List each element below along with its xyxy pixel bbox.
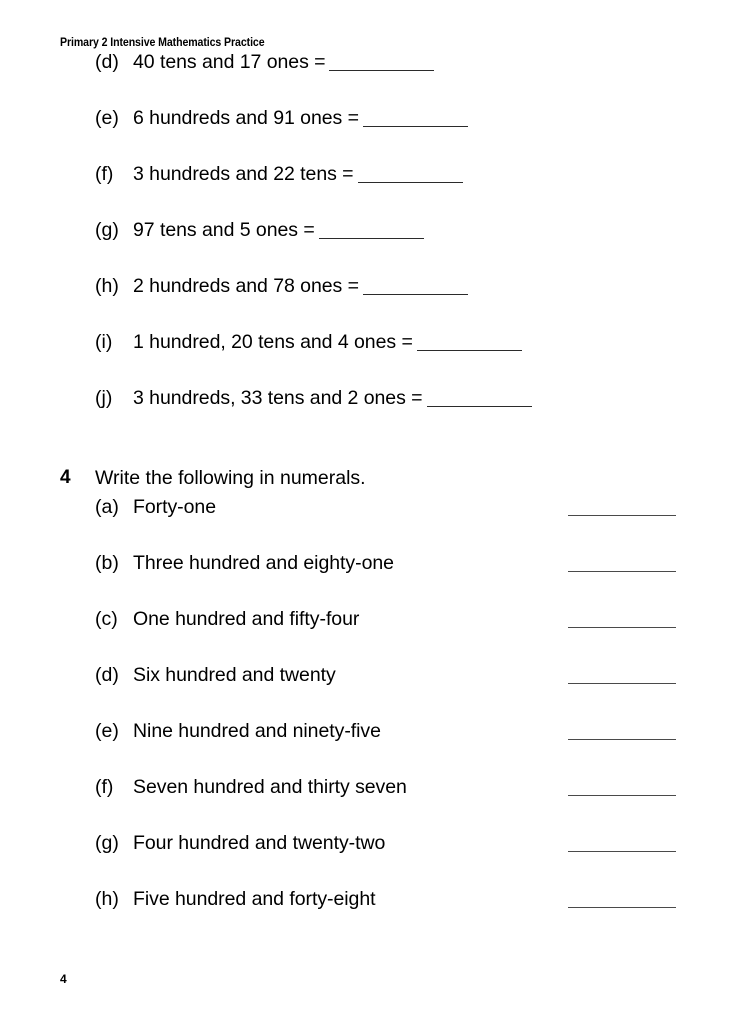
question-item: [0, 717, 748, 773]
answer-blank[interactable]: [568, 515, 676, 516]
question-block-4: [0, 463, 748, 941]
item-text: [133, 48, 434, 76]
answer-blank[interactable]: [329, 70, 434, 71]
answer-blank[interactable]: [568, 627, 676, 628]
answer-blank[interactable]: [568, 739, 676, 740]
question-item: [0, 829, 748, 885]
question-item: [0, 773, 748, 829]
item-prompt: 6 hundreds and 91 ones =: [133, 107, 359, 129]
item-text: [133, 605, 359, 633]
question-block-continued: [0, 48, 748, 440]
answer-blank[interactable]: [358, 182, 463, 183]
item-text: [133, 384, 532, 412]
item-label: (f): [95, 163, 114, 185]
question-item: [0, 272, 748, 328]
item-prompt: Forty-one: [133, 496, 216, 518]
item-prompt: Four hundred and twenty-two: [133, 832, 386, 854]
answer-blank[interactable]: [568, 683, 676, 684]
question-number: 4: [60, 467, 71, 488]
question-item: [0, 885, 748, 941]
item-prompt: Three hundred and eighty-one: [133, 552, 394, 574]
item-label: (d): [95, 664, 119, 686]
item-label: (c): [95, 608, 118, 630]
question-item: [0, 549, 748, 605]
answer-blank[interactable]: [568, 851, 676, 852]
item-label: (g): [95, 832, 119, 854]
question-item: [0, 160, 748, 216]
answer-blank[interactable]: [568, 571, 676, 572]
item-label: (e): [95, 107, 119, 129]
item-text: [133, 160, 463, 188]
item-text: [133, 773, 407, 801]
question-item: [0, 104, 748, 160]
question-item: [0, 328, 748, 384]
item-text: [133, 549, 394, 577]
question-heading: [0, 463, 748, 493]
item-prompt: Five hundred and forty-eight: [133, 888, 376, 910]
item-text: [133, 661, 336, 689]
question-stem: Write the following in numerals.: [95, 467, 366, 489]
item-prompt: 1 hundred, 20 tens and 4 ones =: [133, 331, 413, 353]
answer-blank[interactable]: [363, 126, 468, 127]
item-prompt: Seven hundred and thirty seven: [133, 776, 407, 798]
question-item: [0, 384, 748, 440]
answer-blank[interactable]: [568, 795, 676, 796]
question-item: [0, 48, 748, 104]
item-text: [133, 493, 216, 521]
item-label: (e): [95, 720, 119, 742]
running-header: Primary 2 Intensive Mathematics Practice: [60, 37, 265, 49]
item-label: (b): [95, 552, 119, 574]
item-prompt: 3 hundreds and 22 tens =: [133, 163, 354, 185]
question-item: [0, 661, 748, 717]
answer-blank[interactable]: [417, 350, 522, 351]
item-label: (d): [95, 51, 119, 73]
item-text: [133, 272, 468, 300]
item-label: (h): [95, 888, 119, 910]
item-text: [133, 104, 468, 132]
page-number: 4: [60, 972, 67, 986]
answer-blank[interactable]: [363, 294, 468, 295]
question-item: [0, 493, 748, 549]
item-prompt: 97 tens and 5 ones =: [133, 219, 315, 241]
answer-blank[interactable]: [568, 907, 676, 908]
item-label: (j): [95, 387, 113, 409]
item-label: (i): [95, 331, 113, 353]
answer-blank[interactable]: [427, 406, 532, 407]
item-prompt: 40 tens and 17 ones =: [133, 51, 326, 73]
item-prompt: 3 hundreds, 33 tens and 2 ones =: [133, 387, 423, 409]
answer-blank[interactable]: [319, 238, 424, 239]
item-text: [133, 829, 385, 857]
item-text: [133, 328, 522, 356]
item-prompt: Nine hundred and ninety-five: [133, 720, 381, 742]
item-prompt: Six hundred and twenty: [133, 664, 336, 686]
item-label: (a): [95, 496, 119, 518]
item-prompt: One hundred and fifty-four: [133, 608, 360, 630]
question-item: [0, 605, 748, 661]
item-label: (g): [95, 219, 119, 241]
item-text: [133, 216, 424, 244]
question-item: [0, 216, 748, 272]
item-text: [133, 885, 376, 913]
item-text: [133, 717, 381, 745]
item-label: (h): [95, 275, 119, 297]
item-label: (f): [95, 776, 114, 798]
item-prompt: 2 hundreds and 78 ones =: [133, 275, 359, 297]
